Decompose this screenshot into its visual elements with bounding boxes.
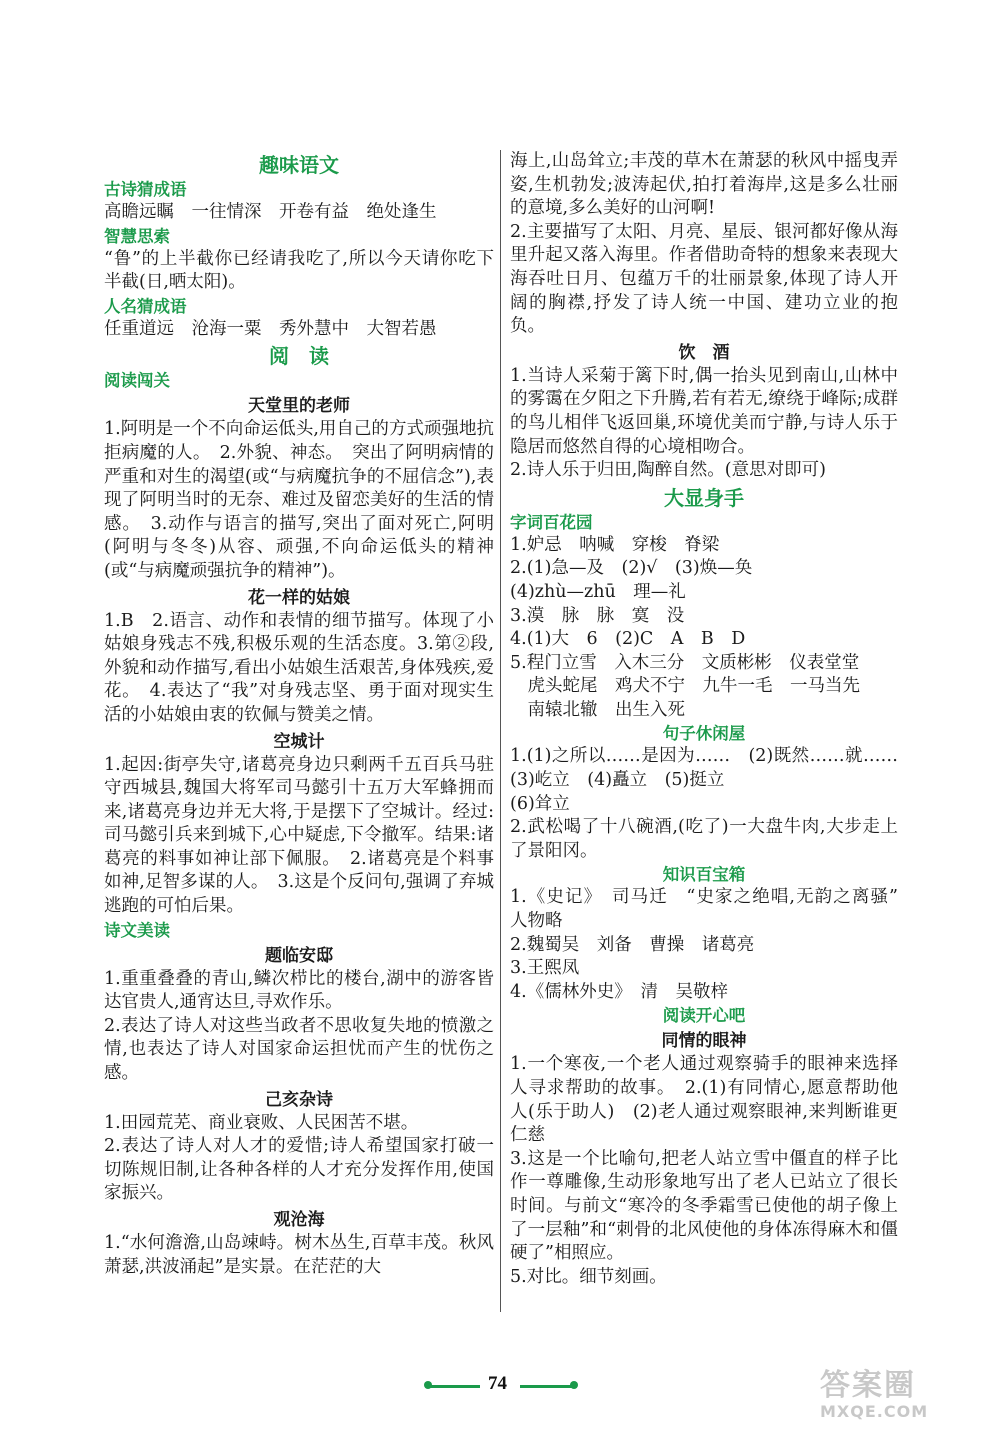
heading-words: 字词百花园 (510, 512, 593, 532)
poem-body-4: 1.当诗人采菊于篱下时,偶一抬头见到南山,山林中的雾霭在夕阳之下升腾,若有若无,缭绕于峰际;成群的鸟儿相伴飞返回巢,环境优美而宁静,与诗人乐于隐居而悠然自得的心境相吻合。 2.诗人乐于归田,陶醉自然。(意思对即可) (510, 365, 898, 481)
right-column (510, 150, 898, 1289)
heading-reading-pass: 阅读闯关 (104, 371, 170, 391)
wisdom-answer: “鲁”的上半截你已经请我吃了,所以今天请你吃下半截(日,晒太阳)。 (104, 248, 494, 293)
poem-title-2: 己亥杂诗 (265, 1089, 333, 1110)
page-number: 74 (488, 1373, 507, 1394)
poem-body-3-continued: 海上,山岛耸立;丰茂的草木在萧瑟的秋风中摇曳弄姿,生机勃发;波涛起伏,拍打着海岸,这是多么壮丽的意境,多么美好的山河啊! 2.主要描写了太阳、月亮、星辰、银河都好像从海里升起又落入海里。作者借助奇特的想象来表现大海吞吐日月、包蕴万千的壮丽景象,体现了诗人开阔的胸襟,抒发了诗人统一中国、建功立业的抱负。 (510, 151, 898, 337)
words-answers: 1.妒忌 呐喊 穿梭 脊梁 2.(1)急—及 (2)√ (3)焕—奂 (4)zhù—zhū 理—礼 3.漠 脉 脉 寞 没 4.(1)大 6 (2)C A B D 5.程门立雪 入木三分 文质彬彬 仪表堂堂 虎头蛇尾 鸡犬不宁 九牛一毛 一马当先 南辕北辙 出生入死 (510, 534, 860, 720)
section-title-show: 大显身手 (664, 485, 744, 510)
footer-ornament-right (520, 1385, 572, 1388)
article-title-3: 空城计 (273, 731, 325, 752)
heading-sentences: 句子休闲屋 (662, 724, 746, 744)
footer-ornament-dot-left (424, 1381, 432, 1389)
poem-title-3: 观沧海 (273, 1210, 325, 1230)
column-divider (500, 150, 501, 1312)
poem-body-3: 1.“水何澹澹,山岛竦峙。树木丛生,百草丰茂。秋风萧瑟,洪波涌起”是实景。在茫茫的大 (104, 1233, 494, 1277)
article-body-1: 1.阿明是一个不向命运低头,用自己的方式顽强地抗拒病魔的人。 2.外貌、神态。 突出了阿明病情的严重和对生的渴望(或“与病魔抗争的不屈信念”),表现了阿明当时的无奈、难过及留恋美好的生活的情感。 3.动作与语言的描写,突出了面对死亡,阿明(阿明与冬冬)从容、顽强,不向命运低头的精神(或“与病魔顽强抗争的精神”)。 (104, 419, 494, 581)
footer-ornament-left (428, 1385, 480, 1388)
section-title-reading: 阅 读 (269, 344, 329, 369)
article-title-4: 同情的眼神 (661, 1031, 747, 1052)
poem-title-1: 题临安邸 (265, 945, 333, 966)
section-title-fun: 趣味语文 (259, 153, 339, 177)
name-idiom-answers: 任重道远 沧海一粟 秀外慧中 大智若愚 (104, 318, 437, 339)
poem-body-1: 1.重重叠叠的青山,鳞次栉比的楼台,湖中的游客皆达官贵人,通宵达旦,寻欢作乐。 2.表达了诗人对这些当政者不思收复失地的愤激之情,也表达了诗人对国家命运担忧而产生的忧伤之感。 (104, 968, 494, 1084)
heading-knowledge: 知识百宝箱 (662, 865, 746, 885)
footer-ornament-dot-right (570, 1381, 578, 1389)
sentences-answers: 1.(1)之所以……是因为…… (2)既然……就…… (3)屹立 (4)矗立 (5)挺立 (6)耸立 2.武松喝了十八碗酒,(吃了)一大盘牛肉,大步走上了景阳冈。 (510, 746, 898, 861)
heading-wisdom: 智慧思索 (104, 226, 170, 246)
article-body-2: 1.B 2.语言、动作和表情的细节描写。体现了小姑娘身残志不残,积极乐观的生活态度。3.第②段,外貌和动作描写,看出小姑娘生活艰苦,身体残疾,爱花。 4.表达了“我”对身残志坚、勇于面对现实生活的小姑娘由衷的钦佩与赞美之情。 (104, 610, 494, 725)
heading-happy-reading: 阅读开心吧 (662, 1006, 746, 1026)
article-body-3: 1.起因:街亭失守,诸葛亮身边只剩两千五百兵马驻守西城县,魏国大将军司马懿引十五万大军蜂拥而来,诸葛亮身边并无大将,于是摆下了空城计。经过:司马懿引兵来到城下,心中疑虑,下令撤军。结果:诸葛亮的料事如神让部下佩服。 2.诸葛亮是个料事如神,足智多谋的人。 3.这是个反问句,强调了弃城逃跑的可怕后果。 (104, 754, 494, 917)
poem-idiom-answers: 高瞻远瞩 一往情深 开卷有益 绝处逢生 (104, 202, 437, 222)
article-title-1: 天堂里的老师 (248, 396, 350, 417)
watermark-url: MXQE.COM (820, 1402, 929, 1421)
poem-title-4: 饮 酒 (678, 342, 730, 363)
heading-poetry: 诗文美读 (104, 920, 170, 940)
left-column (104, 150, 494, 1279)
knowledge-answers: 1.《史记》 司马迁 “史家之绝唱,无韵之离骚” 人物略 2.魏蜀吴 刘备 曹操 诸葛亮 3.王熙凤 4.《儒林外史》 清 吴敬梓 (510, 887, 898, 1002)
heading-name-idiom: 人名猜成语 (104, 296, 187, 316)
poem-body-2: 1.田园荒芜、商业衰败、人民困苦不堪。 2.表达了诗人对人才的爱惜;诗人希望国家打破一切陈规旧制,让各种各样的人才充分发挥作用,使国家振兴。 (104, 1112, 494, 1204)
watermark-logo (820, 1360, 985, 1420)
heading-poem-idiom: 古诗猜成语 (104, 180, 187, 199)
watermark-text: 答案圈 (820, 1368, 916, 1403)
article-title-2: 花一样的姑娘 (248, 587, 350, 608)
article-body-4: 1.一个寒夜,一个老人通过观察骑手的眼神来选择人寻求帮助的故事。 2.(1)有同情心,愿意帮助他人(乐于助人) (2)老人通过观察眼神,来判断谁更仁慈 3.这是一个比喻句,把老人站立雪中僵直的样子比作一尊雕像,生动形象地写出了老人已站立了很长时间。与前文“寒冷的冬季霜雪已使他的胡子像上了一层釉”和“刺骨的北风使他的身体冻得麻木和僵硬了”相照应。 5.对比。细节刻画。 (510, 1054, 899, 1287)
